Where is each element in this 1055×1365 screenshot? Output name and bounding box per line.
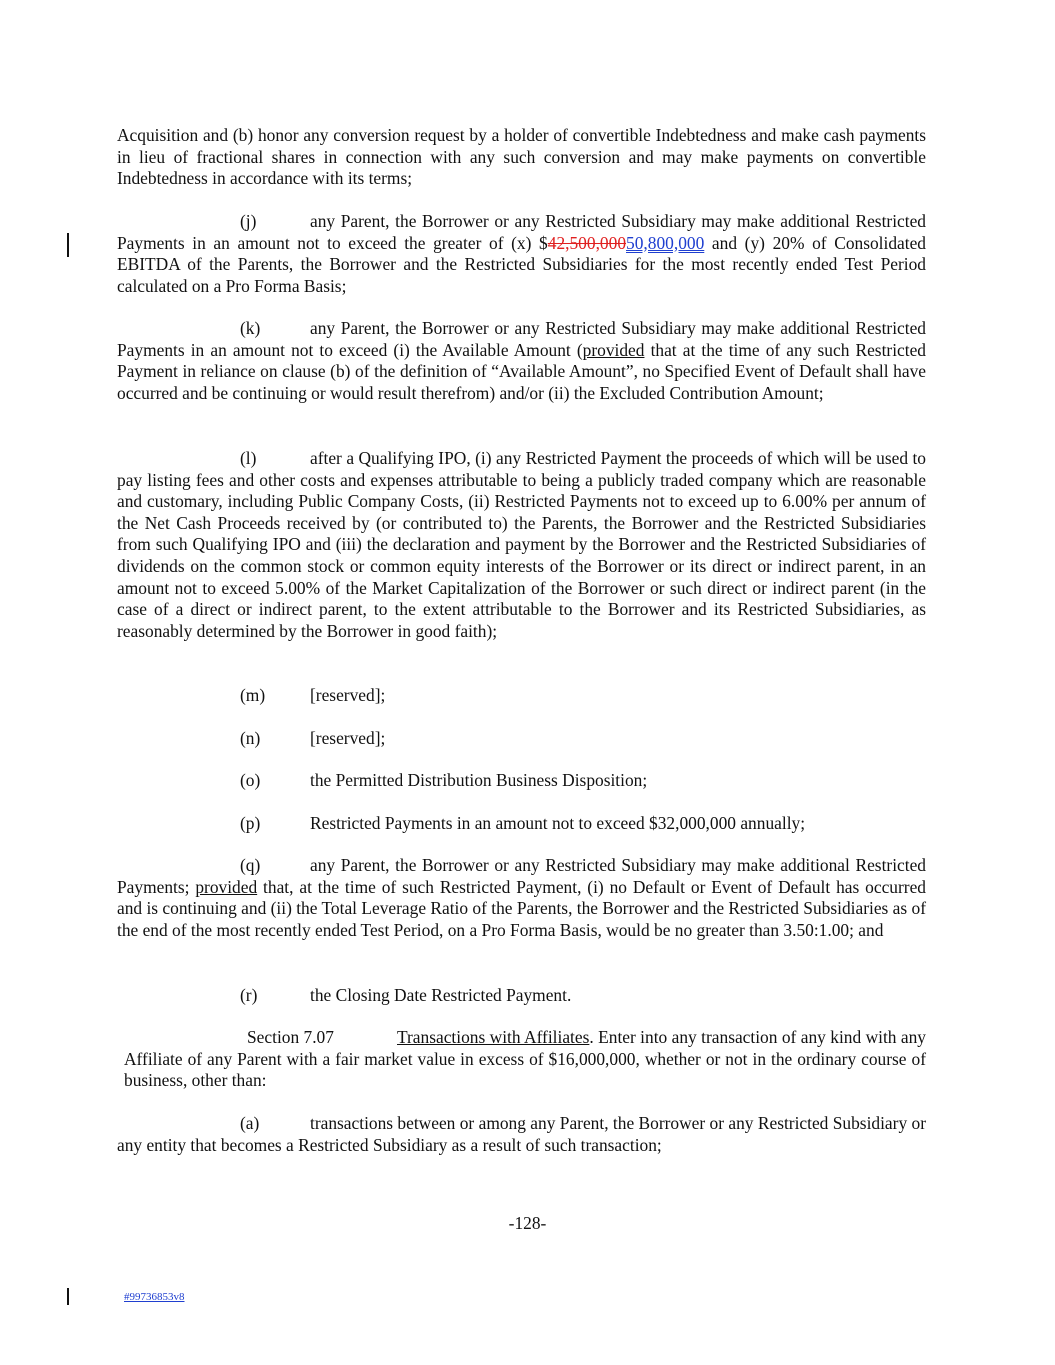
clause-l: (l) after a Qualifying IPO, (i) any Restricted Payment the proceeds of which will be used to pay listing fees and other costs and expenses attributable to being a publicly traded company which are reasonable and customary, including Public Company Costs, (ii) Restricted Payments not to exceed up to 6.00% per annum of the Net Cash Proceeds received by (or contributed to) the Parents, the Borrower and the Restricted Subsidiaries from such Qualifying IPO and (iii) the declaration and payment by the Borrower and the Restricted Subsidiaries of dividends on the common stock or common equity interests of the Borrower or its direct or indirect parent, in an amount not to exceed 5.00% of the Market Capitalization of the Borrower or such direct or indirect parent (in the case of a direct or indirect parent, to the extent attributable to the Borrower and its Restricted Subsidiaries, as reasonably determined by the Borrower in good faith); (117, 448, 926, 641)
provided-term: provided (195, 876, 258, 897)
section-number: Section 7.07 (247, 1027, 334, 1047)
clause-label: (m) (240, 685, 266, 705)
clause-label: (k) (240, 318, 261, 338)
document-id-link[interactable]: #99736853v8 (124, 1291, 185, 1303)
change-bar (67, 233, 69, 257)
section-7-07: Section 7.07 Transactions with Affiliates. Enter into any transaction of any kind with any Affiliate of any Parent with a fair market value in excess of $16,000,000, whether or not in the ordinary course of business, other than: (124, 1027, 926, 1091)
clause-p: (p) Restricted Payments in an amount not to exceed $32,000,000 annually; (240, 813, 806, 833)
clause-label: (a) (240, 1113, 260, 1133)
clause-o: (o) the Permitted Distribution Business Disposition; (240, 770, 648, 790)
clause-label: (p) (240, 813, 261, 833)
clause-label: (n) (240, 728, 261, 748)
change-bar-footer (67, 1288, 69, 1305)
clause-label: (r) (240, 985, 258, 1005)
clause-label: (q) (240, 855, 261, 875)
deleted-amount: 42,500,000 (547, 232, 627, 253)
inserted-amount: 50,800,000 (626, 232, 705, 253)
section-title: Transactions with Affiliates (397, 1027, 590, 1047)
clause-label: (l) (240, 448, 257, 468)
paragraph-intro: Acquisition and (b) honor any conversion request by a holder of convertible Indebtedness and make cash payments in lieu of fractional shares in connection with any such conversion and may make payments on convertible Indebtedness in accordance with its terms; (117, 125, 926, 189)
clause-label: (j) (240, 211, 257, 231)
page-number: -128- (508, 1213, 547, 1233)
clause-q: (q) any Parent, the Borrower or any Restricted Subsidiary may make additional Restricted Payments; provided that, at the time of such Restricted Payment, (i) no Default or Event of Default has occurred and is continuing and (ii) the Total Leverage Ratio of the Parents, the Borrower and the Restricted Subsidiaries as of the end of the most recently ended Test Period, on a Pro Forma Basis, would be no greater than 3.50:1.00; and (117, 855, 926, 940)
clause-label: (o) (240, 770, 261, 790)
clause-a: (a) transactions between or among any Parent, the Borrower or any Restricted Subsidiary or any entity that becomes a Restricted Subsidiary as a result of such transaction; (117, 1113, 926, 1155)
clause-j: (j) any Parent, the Borrower or any Restricted Subsidiary may make additional Restricted Payments in an amount not to exceed the greater of (x) $42,500,00050,800,000 and (y) 20% of Consolidated EBITDA of the Parents, the Borrower and the Restricted Subsidiaries for the most recently ended Test Period calculated on a Pro Forma Basis; (117, 211, 927, 296)
clause-r: (r) the Closing Date Restricted Payment. (240, 985, 572, 1005)
clause-k: (k) any Parent, the Borrower or any Restricted Subsidiary may make additional Restricted Payments in an amount not to exceed (i) the Available Amount (provided that at the time of any such Restricted Payment in reliance on clause (b) of the definition of “Available Amount”, no Specified Event of Default shall have occurred and be continuing or would result therefrom) and/or (ii) the Excluded Contribution Amount; (117, 318, 926, 403)
provided-term: provided (582, 339, 645, 360)
clause-m: (m) [reserved]; (240, 685, 386, 705)
clause-n: (n) [reserved]; (240, 728, 386, 748)
